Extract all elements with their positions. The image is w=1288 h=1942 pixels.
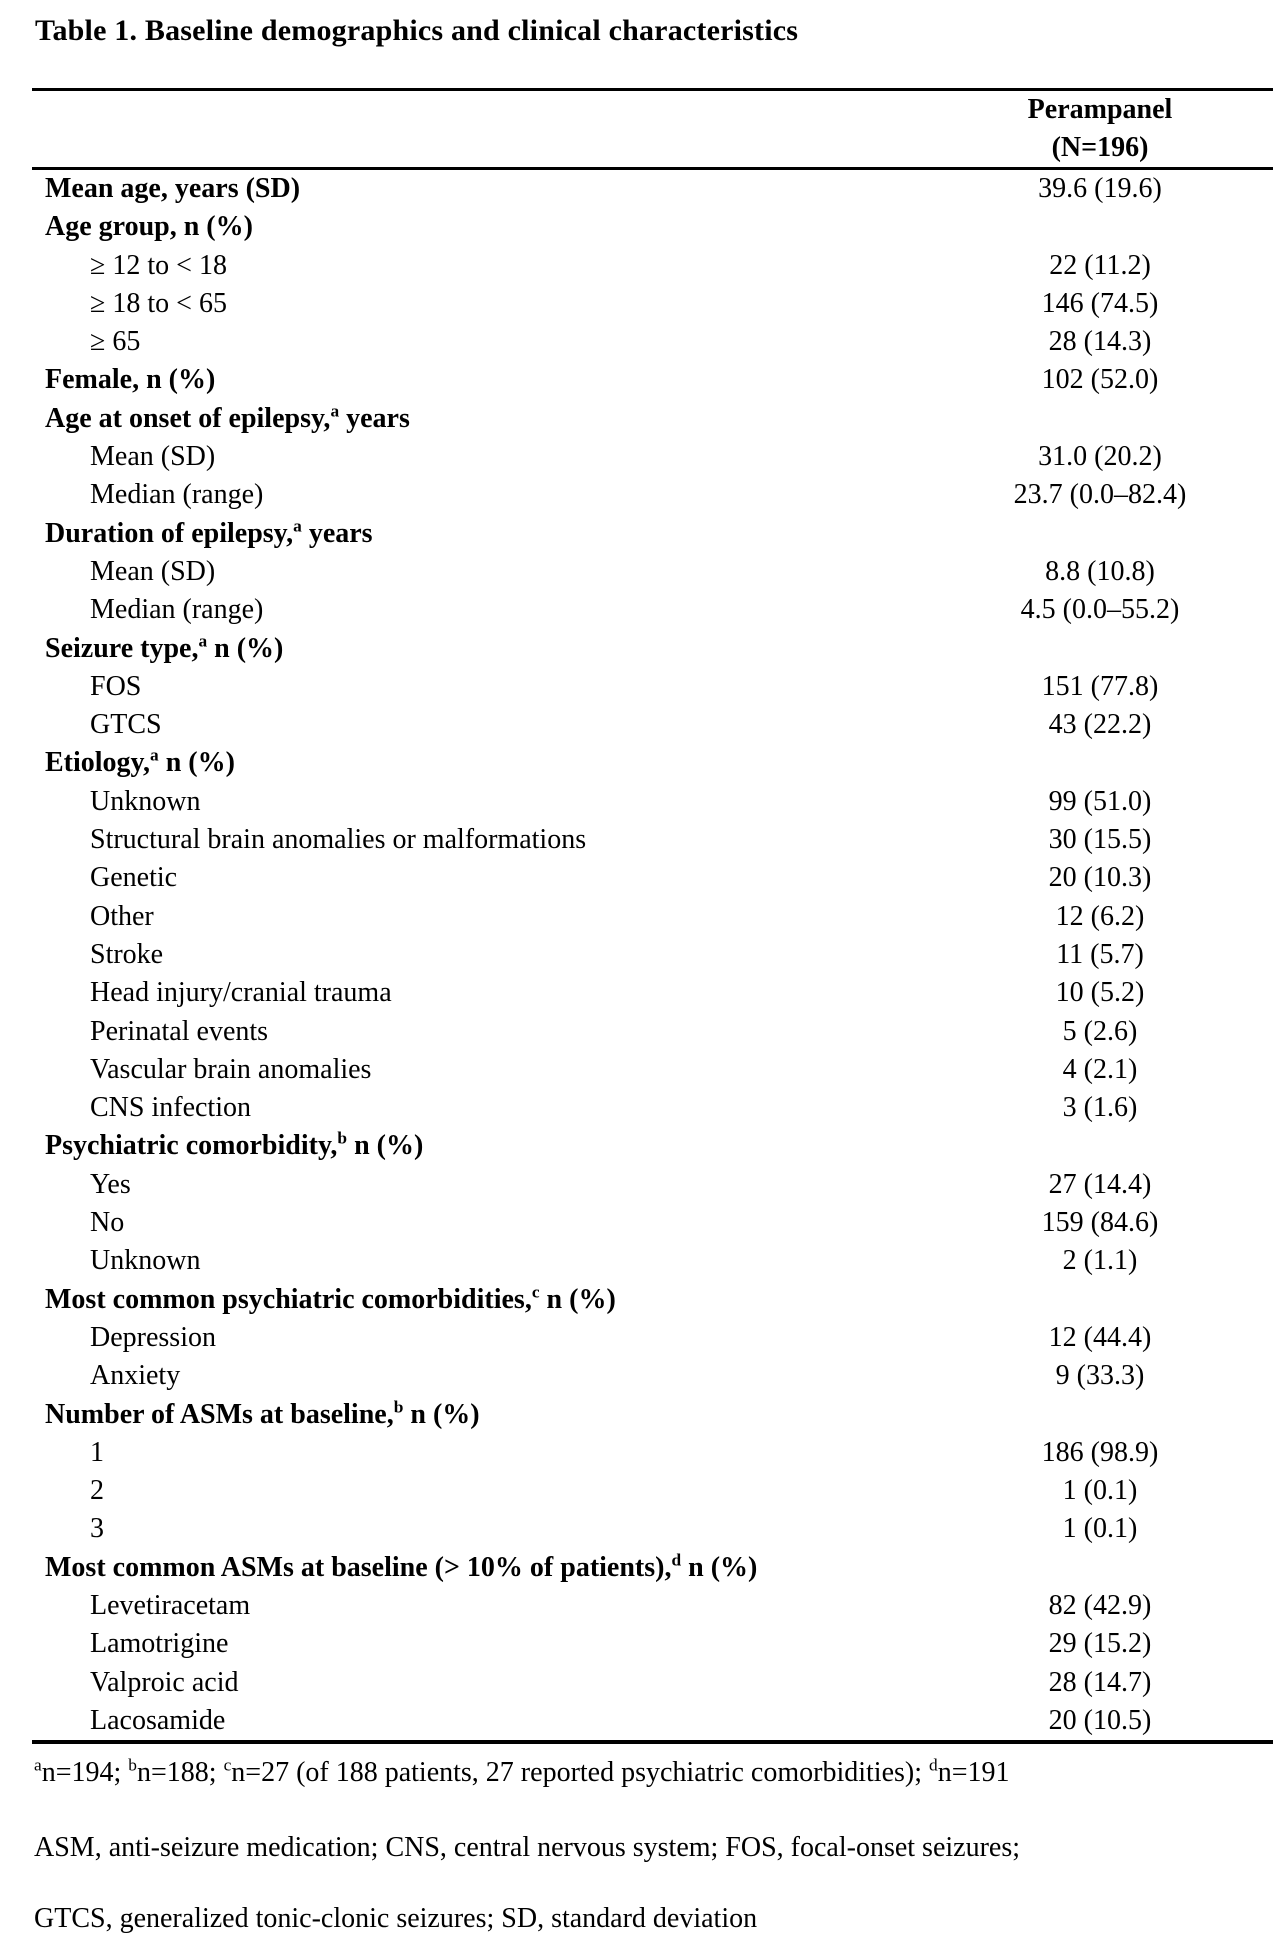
row-value: 29 (15.2)	[1048, 1628, 1152, 1660]
row-value	[927, 1396, 1273, 1434]
header-group-name: Perampanel	[1027, 94, 1173, 125]
table-row	[32, 1204, 1273, 1242]
table-row	[32, 668, 1273, 706]
row-label: Lamotrigine	[90, 1628, 229, 1660]
row-label: Yes	[90, 1168, 131, 1200]
table-row	[32, 1625, 1273, 1663]
table-row	[32, 706, 1273, 744]
row-label: Median (range)	[90, 479, 264, 511]
table-row	[32, 1702, 1273, 1742]
table-row	[32, 1396, 1273, 1434]
row-label: Duration of epilepsy,$^a$ years	[45, 516, 373, 549]
row-label: ≥ 65	[90, 326, 141, 358]
row-label: ≥ 18 to < 65	[90, 287, 227, 319]
table-title: Table 1. Baseline demographics and clinical characteristics	[35, 14, 799, 47]
table-row	[32, 1587, 1273, 1625]
row-label: Anxiety	[90, 1360, 181, 1392]
table-row	[32, 1510, 1273, 1548]
row-label: Stroke	[90, 938, 164, 970]
row-value: 151 (77.8)	[1041, 670, 1159, 702]
table-row	[32, 783, 1273, 821]
table-row	[32, 1051, 1273, 1089]
row-value: 31.0 (20.2)	[1038, 441, 1162, 473]
footnote-abbreviations-2: GTCS, generalized tonic-clonic seizures; SD, standard deviation	[34, 1903, 758, 1935]
table-row	[32, 744, 1273, 782]
row-value	[927, 400, 1273, 438]
table-row	[32, 515, 1273, 553]
row-label: GTCS	[90, 709, 162, 741]
footnotes	[34, 1753, 1273, 1939]
table-row	[32, 630, 1273, 668]
table-row	[32, 438, 1273, 476]
row-label: Perinatal events	[90, 1015, 269, 1047]
row-label: Age group, n (%)	[45, 211, 253, 243]
row-label: Other	[90, 900, 154, 932]
row-value: 28 (14.3)	[1048, 326, 1152, 358]
table-row	[32, 1434, 1273, 1472]
row-value: 4 (2.1)	[1062, 1053, 1138, 1085]
table-row	[32, 1281, 1273, 1319]
row-label: Number of ASMs at baseline,$^b$ n (%)	[45, 1397, 480, 1430]
row-value: 27 (14.4)	[1048, 1168, 1152, 1200]
row-value: 43 (22.2)	[1048, 709, 1152, 741]
row-label: ≥ 12 to < 18	[90, 249, 227, 281]
row-value: 30 (15.5)	[1048, 824, 1152, 856]
row-value: 28 (14.7)	[1048, 1666, 1152, 1698]
table-row	[32, 400, 1273, 438]
row-label: Most common ASMs at baseline (> 10% of patients),$^d$ n (%)	[45, 1550, 758, 1583]
row-value	[927, 630, 1273, 668]
row-label: Unknown	[90, 785, 201, 817]
table-row	[32, 1242, 1273, 1280]
row-value: 3 (1.6)	[1062, 1092, 1138, 1124]
row-value: 102 (52.0)	[1041, 364, 1159, 396]
footnote-abbreviations-1: ASM, anti-seizure medication; CNS, central nervous system; FOS, focal-onset seizures;	[34, 1832, 1021, 1864]
header-empty-cell	[32, 90, 927, 169]
row-value: 11 (5.7)	[1056, 938, 1144, 970]
row-label: Head injury/cranial trauma	[90, 977, 392, 1009]
table-body	[32, 169, 1273, 1743]
row-value: 8.8 (10.8)	[1045, 555, 1155, 587]
row-label: Most common psychiatric comorbidities,$^c$ n (%)	[45, 1282, 616, 1315]
demographics-table	[32, 88, 1273, 1744]
table-row	[32, 591, 1273, 629]
row-label: Vascular brain anomalies	[90, 1053, 372, 1085]
row-label: Female, n (%)	[45, 364, 216, 396]
row-label: Depression	[90, 1321, 216, 1353]
table-row	[32, 208, 1273, 246]
table-row	[32, 1549, 1273, 1587]
row-value	[927, 208, 1273, 246]
footnote-sample-sizes: $^a$n=194; $^b$n=188; $^c$n=27 (of 188 patients, 27 reported psychiatric comorbidities); $^d$n=191	[34, 1755, 1010, 1789]
row-value: 39.6 (19.6)	[1038, 173, 1162, 204]
table-row	[32, 859, 1273, 897]
table-row	[32, 974, 1273, 1012]
row-label: Seizure type,$^a$ n (%)	[45, 631, 284, 664]
header-row	[32, 90, 1273, 169]
row-value	[927, 1549, 1273, 1587]
row-label: Unknown	[90, 1245, 201, 1277]
row-value: 4.5 (0.0–55.2)	[1020, 594, 1180, 626]
row-label: Mean age, years (SD)	[45, 173, 301, 204]
row-value: 99 (51.0)	[1048, 785, 1152, 817]
row-value: 12 (44.4)	[1048, 1321, 1152, 1353]
row-label: No	[90, 1207, 125, 1239]
table-row	[32, 1357, 1273, 1395]
row-value	[927, 744, 1273, 782]
table-row	[32, 898, 1273, 936]
table-row	[32, 1664, 1273, 1702]
table-row	[32, 1013, 1273, 1051]
row-value: 22 (11.2)	[1049, 249, 1151, 281]
table-row	[32, 1127, 1273, 1165]
table-row	[32, 361, 1273, 399]
row-label: Psychiatric comorbidity,$^b$ n (%)	[45, 1129, 424, 1162]
row-label: Valproic acid	[90, 1666, 239, 1698]
row-value: 159 (84.6)	[1041, 1207, 1159, 1239]
row-label: Median (range)	[90, 594, 264, 626]
table-row	[32, 169, 1273, 209]
row-label: Lacosamide	[90, 1704, 226, 1736]
row-value: 1 (0.1)	[1062, 1475, 1138, 1507]
row-label: Age at onset of epilepsy,$^a$ years	[45, 401, 410, 434]
row-value: 20 (10.5)	[1048, 1704, 1152, 1736]
table-row	[32, 1089, 1273, 1127]
row-value	[927, 1127, 1273, 1165]
row-value: 2 (1.1)	[1062, 1245, 1138, 1277]
table-row	[32, 247, 1273, 285]
table-row	[32, 323, 1273, 361]
row-label: Levetiracetam	[90, 1589, 251, 1621]
row-value: 10 (5.2)	[1055, 977, 1145, 1009]
row-value	[927, 515, 1273, 553]
row-label: FOS	[90, 670, 142, 702]
header-group-n: (N=196)	[1051, 132, 1149, 163]
row-value: 186 (98.9)	[1041, 1436, 1159, 1468]
row-label: Mean (SD)	[90, 555, 216, 587]
table-row	[32, 476, 1273, 514]
row-value: 9 (33.3)	[1055, 1360, 1145, 1392]
table-row	[32, 936, 1273, 974]
row-value: 12 (6.2)	[1055, 900, 1145, 932]
row-value: 1 (0.1)	[1062, 1513, 1138, 1545]
row-label: CNS infection	[90, 1092, 251, 1124]
table-row	[32, 1319, 1273, 1357]
row-value: 146 (74.5)	[1041, 287, 1159, 319]
table-row	[32, 553, 1273, 591]
row-label: 2	[90, 1475, 104, 1507]
row-label: 3	[90, 1513, 104, 1545]
table-row	[32, 1166, 1273, 1204]
header-group-cell	[927, 90, 1273, 169]
table-row	[32, 821, 1273, 859]
row-label: Genetic	[90, 862, 178, 894]
row-value: 23.7 (0.0–82.4)	[1013, 479, 1187, 511]
row-value: 82 (42.9)	[1048, 1589, 1152, 1621]
table-row	[32, 285, 1273, 323]
row-value: 20 (10.3)	[1048, 862, 1152, 894]
row-label: Structural brain anomalies or malformations	[90, 824, 587, 856]
row-value: 5 (2.6)	[1062, 1015, 1138, 1047]
table-header	[32, 90, 1273, 169]
row-label: Mean (SD)	[90, 441, 216, 473]
row-label: 1	[90, 1436, 104, 1468]
table-row	[32, 1472, 1273, 1510]
row-value	[927, 1281, 1273, 1319]
row-label: Etiology,$^a$ n (%)	[45, 746, 235, 779]
